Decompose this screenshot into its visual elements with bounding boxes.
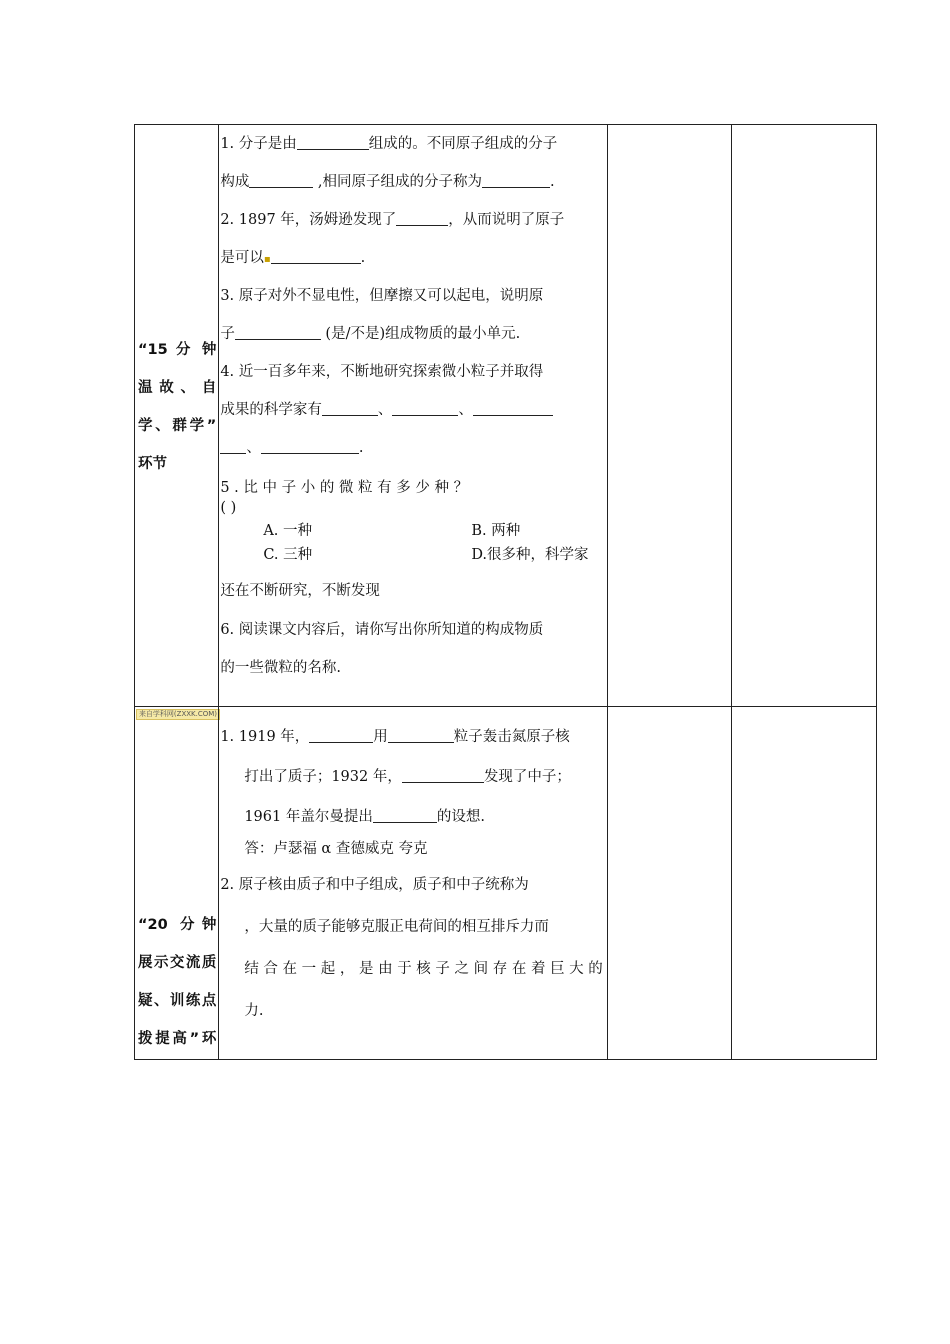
question-2-line-3: 结 合 在 一 起 ， 是 由 于 核 子 之 间 存 在 着 巨 大 的 <box>244 961 603 977</box>
section-label-cell <box>135 125 219 707</box>
option-c[interactable]: C. 三种 <box>263 547 313 563</box>
question-2-line-2: 是可以▪ . <box>220 250 366 266</box>
mark-dot: ▪ <box>263 254 271 265</box>
blank-field[interactable] <box>473 400 553 416</box>
question-6-line-1: 6. 阅读课文内容后，请你写出你所知道的构成物质 <box>220 622 544 638</box>
question-1-line-3: 1961 年盖尔曼提出 的设想. <box>244 809 485 825</box>
blank-field[interactable] <box>249 172 313 188</box>
question-5-options-ab <box>219 519 607 543</box>
option-a[interactable]: A. 一种 <box>263 523 313 539</box>
notes-cell-b <box>732 125 877 707</box>
notes-cell-b <box>732 707 877 1060</box>
question-5-paren: ( ) <box>220 500 237 516</box>
question-list <box>219 125 607 687</box>
question-5-continuation: 还在不断研究，不断发现 <box>220 583 380 599</box>
section-label <box>135 906 218 1058</box>
section-label-line: 展示交流质 <box>138 955 217 971</box>
watermark-badge: 来自学科网(ZXXK.COM) <box>136 709 220 720</box>
question-4-line-3: 、 . <box>219 429 607 467</box>
section-label-line: 疑、训练点 <box>138 993 217 1009</box>
question-2-line-1: 2. 原子核由质子和中子组成，质子和中子统称为 <box>220 877 529 893</box>
answer-line: 答：卢瑟福 α 查德威克 夸克 <box>244 841 428 857</box>
section-label-line: 温 故 、 自 <box>138 380 217 396</box>
question-2-line-4: 力. <box>244 1003 264 1019</box>
blank-field[interactable] <box>297 134 369 150</box>
blank-field[interactable] <box>220 438 246 454</box>
option-b[interactable]: B. 两种 <box>471 523 521 539</box>
blank-field[interactable] <box>261 438 359 454</box>
blank-field[interactable] <box>322 400 378 416</box>
question-6-line-2: 的一些微粒的名称. <box>220 660 341 676</box>
lesson-table <box>134 124 877 1060</box>
section-label-line: 学、群学” <box>138 418 217 434</box>
blank-field[interactable] <box>392 400 458 416</box>
option-d[interactable]: D.很多种，科学家 <box>471 547 589 563</box>
section-row-2 <box>135 707 877 1060</box>
content-cell <box>219 707 608 1060</box>
section-row-1 <box>135 125 877 707</box>
question-4-line-1: 4. 近一百多年来，不断地研究探索微小粒子并取得 <box>220 364 544 380</box>
question-3-line-1: 3. 原子对外不显电性，但摩擦又可以起电，说明原 <box>220 288 544 304</box>
question-4-line-2: 成果的科学家有 、 、 <box>219 391 607 429</box>
blank-field[interactable] <box>309 727 373 743</box>
blank-field[interactable] <box>388 727 454 743</box>
section-label-line: “15 分 钟 <box>138 342 217 358</box>
blank-field[interactable] <box>396 210 448 226</box>
question-1-line-2: 构成 ,相同原子组成的分子称为 . <box>220 174 555 190</box>
blank-field[interactable] <box>402 767 484 783</box>
blank-field[interactable] <box>271 248 361 264</box>
question-1-line-2: 打出了质子；1932 年， 发现了中子； <box>244 769 571 785</box>
blank-field[interactable] <box>235 324 321 340</box>
question-1-line-1: 1. 分子是由 组成的。不同原子组成的分子 <box>220 136 558 152</box>
notes-cell-a <box>607 707 732 1060</box>
blank-field[interactable] <box>482 172 550 188</box>
section-label-line: 环节 <box>138 456 167 472</box>
question-3-line-2: 子 (是/不是)组成物质的最小单元. <box>220 326 521 342</box>
question-2-line-1: 2. 1897 年，汤姆逊发现了 ，从而说明了原子 <box>220 212 565 228</box>
question-5-options-cd <box>219 543 607 567</box>
blank-field[interactable] <box>373 807 437 823</box>
question-5-stem: 5 . 比 中 子 小 的 微 粒 有 多 少 种 ？ <box>220 480 469 496</box>
content-cell <box>219 125 608 707</box>
section-label-cell <box>135 707 219 1060</box>
question-list <box>219 707 607 1032</box>
notes-cell-a <box>607 125 732 707</box>
section-label <box>135 331 218 483</box>
section-label-line: “20 分钟 <box>138 917 217 933</box>
section-label-line: 拨提高”环 <box>138 1031 217 1047</box>
question-1-line-1: 1. 1919 年， 用 粒子轰击氮原子核 <box>220 729 570 745</box>
question-2-line-2: ，大量的质子能够克服正电荷间的相互排斥力而 <box>244 919 549 935</box>
